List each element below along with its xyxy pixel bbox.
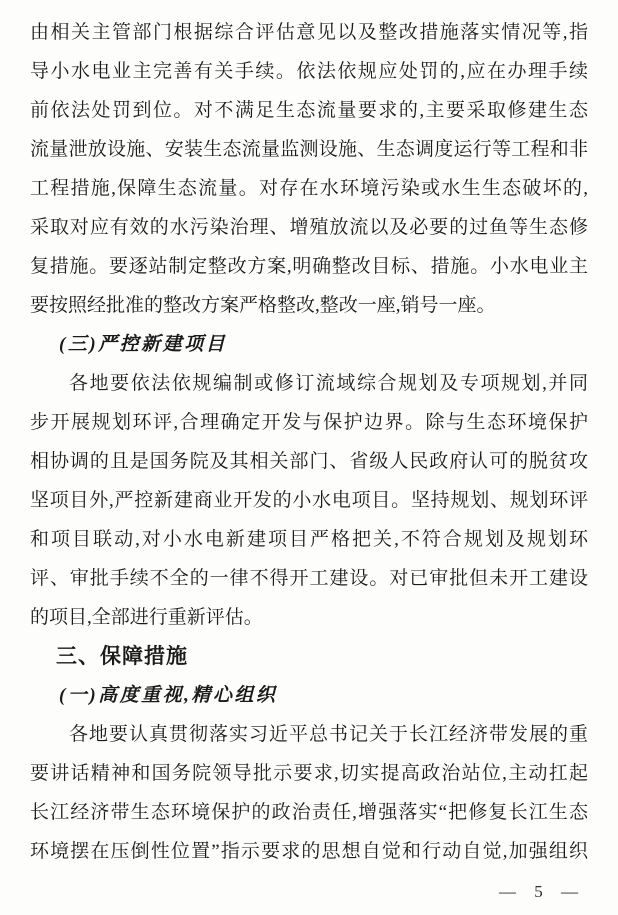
text-line: 长江经济带生态环境保护的政治责任,增强落实“把修复长江生态 <box>30 802 588 823</box>
text-line: 前依法处罚到位。对不满足生态流量要求的,主要采取修建生态 <box>30 100 588 121</box>
text-line: 和项目联动,对小水电新建项目严格把关,不符合规划及规划环 <box>30 529 588 550</box>
text-line: 工程措施,保障生态流量。对存在水环境污染或水生生态破坏的, <box>30 178 588 199</box>
text-line: 流量泄放设施、安装生态流量监测设施、生态调度运行等工程和非 <box>30 139 588 160</box>
text-line: 要讲话精神和国务院领导批示要求,切实提高政治站位,主动扛起 <box>30 763 588 784</box>
text-line: 复措施。要逐站制定整改方案,明确整改目标、措施。小水电业主 <box>30 256 588 277</box>
text-line: 采取对应有效的水污染治理、增殖放流以及必要的过鱼等生态修 <box>30 217 588 238</box>
text-line: 各地要认真贯彻落实习近平总书记关于长江经济带发展的重 <box>69 724 588 745</box>
text-line: 各地要依法依规编制或修订流域综合规划及专项规划,并同 <box>69 373 588 394</box>
text-column <box>30 13 588 871</box>
sub-section-heading: (一)高度重视,精心组织 <box>59 685 278 706</box>
text-line: 环境摆在压倒性位置”指示要求的思想自觉和行动自觉,加强组织 <box>30 841 588 862</box>
text-line: 的项目,全部进行重新评估。 <box>30 607 263 628</box>
section-heading: 三、保障措施 <box>56 645 188 668</box>
sub-section-heading: (三)严控新建项目 <box>59 334 228 355</box>
text-line: 评、审批手续不全的一律不得开工建设。对已审批但未开工建设 <box>30 568 588 589</box>
text-line: 由相关主管部门根据综合评估意见以及整改措施落实情况等,指 <box>30 22 588 43</box>
text-line: 导小水电业主完善有关手续。依法依规应处罚的,应在办理手续 <box>30 61 588 82</box>
paragraph <box>30 715 588 871</box>
page-number: — 5 — <box>499 882 580 901</box>
text-line: 相协调的且是国务院及其相关部门、省级人民政府认可的脱贫攻 <box>30 451 588 472</box>
text-line: 要按照经批准的整改方案严格整改,整改一座,销号一座。 <box>30 295 496 316</box>
paragraph <box>30 364 588 637</box>
text-line: 坚项目外,严控新建商业开发的小水电项目。坚持规划、规划环评 <box>30 490 588 511</box>
text-line: 步开展规划环评,合理确定开发与保护边界。除与生态环境保护 <box>30 412 588 433</box>
paragraph <box>30 13 588 325</box>
